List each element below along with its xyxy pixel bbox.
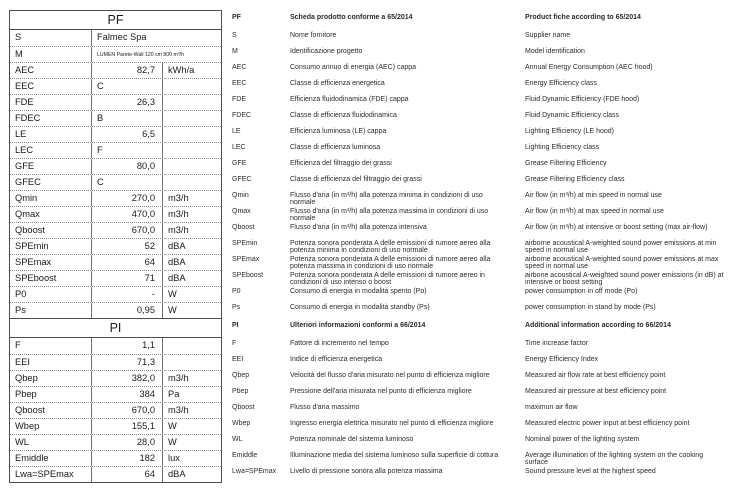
table-row-fde	[10, 94, 221, 110]
row-unit	[163, 159, 221, 174]
legend-row-s	[232, 30, 737, 46]
legend-row-spemin	[232, 238, 737, 254]
legend-text-it: Identificazione progetto	[290, 48, 363, 55]
legend-code: FDEC	[232, 112, 252, 119]
table-row-spemax	[10, 254, 221, 270]
row-value: B	[92, 111, 163, 126]
row-code: LE	[10, 127, 92, 142]
row-unit: m3/h	[168, 373, 189, 383]
legend-row-m	[232, 46, 737, 62]
legend-code: P0	[232, 288, 241, 295]
legend-text-it: Consumo annuo di energia (AEC) cappa	[290, 64, 417, 71]
table-row-qboost	[10, 402, 221, 418]
row-value: LUMEN Parete-Wall 120 cm 800 m³/h	[97, 52, 184, 58]
legend-row-pbep	[232, 386, 737, 402]
row-unit: m3/h	[168, 225, 189, 235]
legend-text-en: Sound pressure level at the highest speed	[525, 468, 656, 475]
legend-text-en: airborne acoustical A-weighted sound power emissions at min speed in normal use	[525, 240, 717, 254]
row-code: FDEC	[10, 111, 92, 126]
legend-text-en: Lighting Efficiency class	[525, 144, 600, 151]
table-row-lwa-spemax	[10, 466, 221, 482]
legend-code: EEC	[232, 80, 247, 87]
legend-row-emiddle	[232, 450, 737, 466]
legend-text-en: Lighting Efficiency (LE hood)	[525, 128, 614, 135]
table-row-lec	[10, 142, 221, 158]
legend-text-it: Classe di efficienza del filtraggio dei grassi	[290, 176, 422, 183]
legend-row-qboost	[232, 222, 737, 238]
legend-text-it: Consumo di energia in modalità spento (Po)	[290, 288, 427, 295]
legend-text-en: Air flow (in m³/h) at min speed in normal use	[525, 192, 662, 199]
legend-code: Ps	[232, 304, 241, 311]
row-value: 6,5	[92, 127, 163, 142]
legend-row-le	[232, 126, 737, 142]
legend-text-it: Flusso d'aria (in m³/h) alla potenza massima in condizioni di uso normale	[290, 208, 489, 222]
row-value: Falmec Spa	[97, 32, 147, 42]
row-code: Wbep	[10, 419, 92, 434]
legend-text-it: Potenza sonora ponderata A delle emissioni di rumore aereo in condizioni di uso intenso o boost	[290, 272, 485, 286]
row-unit: W	[168, 289, 177, 299]
row-code: SPEmin	[10, 239, 92, 254]
legend-row-qboost	[232, 402, 737, 418]
table-row-eei	[10, 354, 221, 370]
legend-code: Qboost	[232, 224, 255, 231]
table-row-s	[10, 30, 221, 46]
legend-text-it: Potenza sonora ponderata A delle emissioni di rumore aereo alla potenza massima in condizioni di uso normale	[290, 256, 491, 270]
row-unit: dBA	[168, 241, 186, 251]
row-code: LEC	[10, 143, 92, 158]
row-unit: W	[168, 421, 177, 431]
table-row-spemin	[10, 238, 221, 254]
row-value: 52	[92, 239, 163, 254]
legend-text-it: Potenza nominale del sistema luminoso	[290, 436, 414, 443]
legend-row-ps	[232, 302, 737, 318]
legend-text-it: Ulteriori informazioni conformi a 66/2014	[290, 322, 426, 329]
legend-code: WL	[232, 436, 243, 443]
row-value: 270,0	[92, 191, 163, 206]
row-value: 384	[92, 387, 163, 402]
legend-text-en: Fluid Dynamic Efficiency class	[525, 112, 620, 119]
legend-text-en: power consumption in stand by mode (Ps)	[525, 304, 656, 311]
legend-code: PF	[232, 14, 241, 21]
table-row-p0	[10, 286, 221, 302]
row-value: 64	[92, 467, 163, 482]
row-code: Ps	[10, 303, 92, 318]
legend-code: M	[232, 48, 238, 55]
legend-text-en: airbone acoustical A-weighted sound power emissions (in dB) at intensive or boost setting	[525, 272, 724, 286]
table-section-header-pf: PF	[9, 10, 222, 30]
row-value: 80,0	[92, 159, 163, 174]
row-value: C	[92, 79, 163, 94]
legend-text-it: Indice di efficienza energetica	[290, 356, 383, 363]
legend	[232, 10, 737, 482]
table-row-ps	[10, 302, 221, 318]
row-value: 670,0	[92, 223, 163, 238]
row-code: GFE	[10, 159, 92, 174]
legend-code: SPEmax	[232, 256, 260, 263]
legend-code: F	[232, 340, 237, 347]
row-code: FDE	[10, 95, 92, 110]
legend-code: Qmin	[232, 192, 249, 199]
row-code: SPEboost	[10, 271, 92, 286]
row-code: S	[10, 30, 92, 46]
legend-text-en: Time increase factor	[525, 340, 589, 347]
row-value: 155,1	[92, 419, 163, 434]
row-code: SPEmax	[10, 255, 92, 270]
legend-row-gfec	[232, 174, 737, 190]
row-value: 670,0	[92, 403, 163, 418]
legend-text-en: Additional information according to 66/2014	[525, 322, 671, 329]
row-code: F	[10, 338, 92, 354]
legend-row-p0	[232, 286, 737, 302]
legend-code: AEC	[232, 64, 247, 71]
legend-row-qmax	[232, 206, 737, 222]
legend-text-it: Classe di efficienza energetica	[290, 80, 385, 87]
legend-text-it: Velocità del flusso d'aria misurato nel punto di efficienza migliore	[290, 372, 490, 379]
row-unit: Pa	[168, 389, 180, 399]
legend-text-it: Flusso d'aria (in m³/h) alla potenza minima in condizioni di uso normale	[290, 192, 483, 206]
table-row-fdec	[10, 110, 221, 126]
row-unit: dBA	[168, 257, 186, 267]
row-unit	[163, 127, 221, 142]
row-code: EEC	[10, 79, 92, 94]
legend-row-lec	[232, 142, 737, 158]
row-code: Qboost	[10, 223, 92, 238]
legend-text-en: power consumption in off mode (Po)	[525, 288, 638, 295]
table-row-speboost	[10, 270, 221, 286]
legend-row-fde	[232, 94, 737, 110]
legend-code: Qbep	[232, 372, 250, 379]
row-unit	[163, 79, 221, 94]
row-code: P0	[10, 287, 92, 302]
legend-text-it: Illuminazione media del sistema luminoso sulla superficie di cottura	[290, 452, 499, 459]
legend-row-wbep	[232, 418, 737, 434]
legend-text-it: Pressione dell'aria misurata nel punto di efficienza migliore	[290, 388, 472, 395]
legend-code: Lwa=SPEmax	[232, 468, 277, 475]
row-value: 382,0	[92, 371, 163, 386]
row-value: 1,1	[92, 338, 163, 354]
table-row-emiddle	[10, 450, 221, 466]
table-row-gfe	[10, 158, 221, 174]
table-section-pi	[9, 337, 222, 483]
legend-code: GFEC	[232, 176, 252, 183]
legend-code: Emiddle	[232, 452, 258, 459]
row-unit: dBA	[168, 273, 186, 283]
legend-row-eei	[232, 354, 737, 370]
row-unit: m3/h	[168, 193, 189, 203]
table-row-qmin	[10, 190, 221, 206]
row-value: 28,0	[92, 435, 163, 450]
legend-text-en: airborne acoustical A-weighted sound power emissions at max speed in normal use	[525, 256, 719, 270]
row-code: Qboost	[10, 403, 92, 418]
legend-text-it: Flusso d'aria (in m³/h) alla potenza intensiva	[290, 224, 427, 231]
legend-row-speboost	[232, 270, 737, 286]
legend-text-it: Efficienza fluidodinamica (FDE) cappa	[290, 96, 409, 103]
legend-row-f	[232, 338, 737, 354]
legend-code: EEI	[232, 356, 244, 363]
row-code: EEI	[10, 355, 92, 370]
legend-text-en: Grease Filtering Efficiency class	[525, 176, 625, 183]
legend-text-en: Measured air flow rate at best efficiency point	[525, 372, 666, 379]
table-row-le	[10, 126, 221, 142]
row-code: GFEC	[10, 175, 92, 190]
legend-text-en: Model identification	[525, 48, 585, 55]
table-row-qmax	[10, 206, 221, 222]
row-unit: dBA	[168, 469, 186, 479]
legend-row-aec	[232, 62, 737, 78]
legend-code: Pbep	[232, 388, 249, 395]
row-code: Pbep	[10, 387, 92, 402]
table-section-pf	[9, 29, 222, 319]
row-unit	[163, 338, 221, 354]
legend-text-it: Efficienza luminosa (LE) cappa	[290, 128, 387, 135]
row-unit	[163, 143, 221, 158]
row-unit	[163, 95, 221, 110]
row-value: 470,0	[92, 207, 163, 222]
row-code: Lwa=SPEmax	[10, 467, 92, 482]
row-value: 0,95	[92, 303, 163, 318]
row-unit: W	[168, 305, 177, 315]
legend-row-gfe	[232, 158, 737, 174]
legend-text-it: Classe di efficienza luminosa	[290, 144, 381, 151]
legend-row-fdec	[232, 110, 737, 126]
table-row-wbep	[10, 418, 221, 434]
legend-code: LEC	[232, 144, 246, 151]
table-row-qbep	[10, 370, 221, 386]
row-value: F	[92, 143, 163, 158]
legend-row-eec	[232, 78, 737, 94]
row-value: 71	[92, 271, 163, 286]
legend-text-it: Nome fornitore	[290, 32, 337, 39]
legend-text-it: Fattore di incremento nel tempo	[290, 340, 389, 347]
legend-text-en: Measured electric power input at best efficiency point	[525, 420, 690, 427]
row-code: WL	[10, 435, 92, 450]
legend-row-wl	[232, 434, 737, 450]
legend-text-it: Potenza sonora ponderata A delle emissioni di rumore aereo alla potenza minima in condizioni di uso normale	[290, 240, 491, 254]
row-unit: W	[168, 437, 177, 447]
legend-text-en: Air flow (in m³/h) at max speed in normal use	[525, 208, 664, 215]
row-value: -	[92, 287, 163, 302]
legend-code: PI	[232, 322, 239, 329]
legend-code: Wbep	[232, 420, 251, 427]
legend-text-it: Classe di efficienza fluidodinamica	[290, 112, 397, 119]
legend-text-it: Efficienza del filtraggio dei grassi	[290, 160, 392, 167]
legend-text-en: Average illumination of the lighting system on the cooking surface	[525, 452, 704, 466]
spec-table	[9, 10, 222, 483]
legend-text-en: Fluid Dynamic Efficiency (FDE hood)	[525, 96, 640, 103]
legend-text-en: Air flow (in m³/h) at intensive or boost setting (max air-flow)	[525, 224, 708, 231]
table-row-f	[10, 338, 221, 354]
legend-code: Qmax	[232, 208, 251, 215]
legend-text-en: Annual Energy Consumption (AEC hood)	[525, 64, 653, 71]
legend-text-en: Product fiche according to 65/2014	[525, 14, 641, 21]
legend-row-spemax	[232, 254, 737, 270]
row-code: Emiddle	[10, 451, 92, 466]
legend-code: SPEmin	[232, 240, 258, 247]
table-row-eec	[10, 78, 221, 94]
legend-text-en: Nominal power of the lighting system	[525, 436, 640, 443]
legend-text-it: Ingresso energia elettrica misurato nel punto di efficienza migliore	[290, 420, 494, 427]
legend-text-it: Scheda prodotto conforme a 65/2014	[290, 14, 413, 21]
row-unit: m3/h	[168, 405, 189, 415]
table-row-qboost	[10, 222, 221, 238]
table-row-aec	[10, 62, 221, 78]
row-value: 64	[92, 255, 163, 270]
legend-row-qbep	[232, 370, 737, 386]
legend-row-lwa-spemax	[232, 466, 737, 482]
row-unit	[163, 111, 221, 126]
row-value: 71,3	[92, 355, 163, 370]
row-unit	[163, 355, 221, 370]
legend-text-it: Flusso d'aria massimo	[290, 404, 360, 411]
row-unit	[163, 175, 221, 190]
row-unit: m3/h	[168, 209, 189, 219]
legend-code: Qboost	[232, 404, 255, 411]
legend-header-pf	[232, 10, 737, 30]
row-code: Qmax	[10, 207, 92, 222]
table-row-wl	[10, 434, 221, 450]
legend-code: S	[232, 32, 237, 39]
row-code: M	[10, 47, 92, 62]
legend-code: FDE	[232, 96, 246, 103]
legend-text-it: Livello di pressione sonora alla potenza massima	[290, 468, 443, 475]
legend-code: GFE	[232, 160, 247, 167]
legend-text-it: Consumo di energia in modalità standby (Ps)	[290, 304, 430, 311]
legend-row-qmin	[232, 190, 737, 206]
row-code: AEC	[10, 63, 92, 78]
legend-text-en: maximun air flow	[525, 404, 578, 411]
legend-code: SPEboost	[232, 272, 264, 279]
legend-text-en: Measured air pressure at best efficiency point	[525, 388, 667, 395]
row-code: Qbep	[10, 371, 92, 386]
table-section-header-pi: PI	[9, 318, 222, 338]
row-unit: lux	[168, 453, 180, 463]
table-row-m	[10, 46, 221, 62]
legend-text-en: Grease Filtering Efficiency	[525, 160, 607, 167]
table-row-pbep	[10, 386, 221, 402]
legend-text-en: Supplier name	[525, 32, 571, 39]
row-value: C	[92, 175, 163, 190]
row-value: 82,7	[92, 63, 163, 78]
legend-header-pi	[232, 318, 737, 338]
row-value: 182	[92, 451, 163, 466]
row-unit: kWh/a	[168, 65, 195, 75]
legend-text-en: Energy Efficiency class	[525, 80, 597, 87]
legend-text-en: Energy Efficiency Index	[525, 356, 599, 363]
row-value: 26,3	[92, 95, 163, 110]
row-code: Qmin	[10, 191, 92, 206]
table-row-gfec	[10, 174, 221, 190]
legend-code: LE	[232, 128, 241, 135]
